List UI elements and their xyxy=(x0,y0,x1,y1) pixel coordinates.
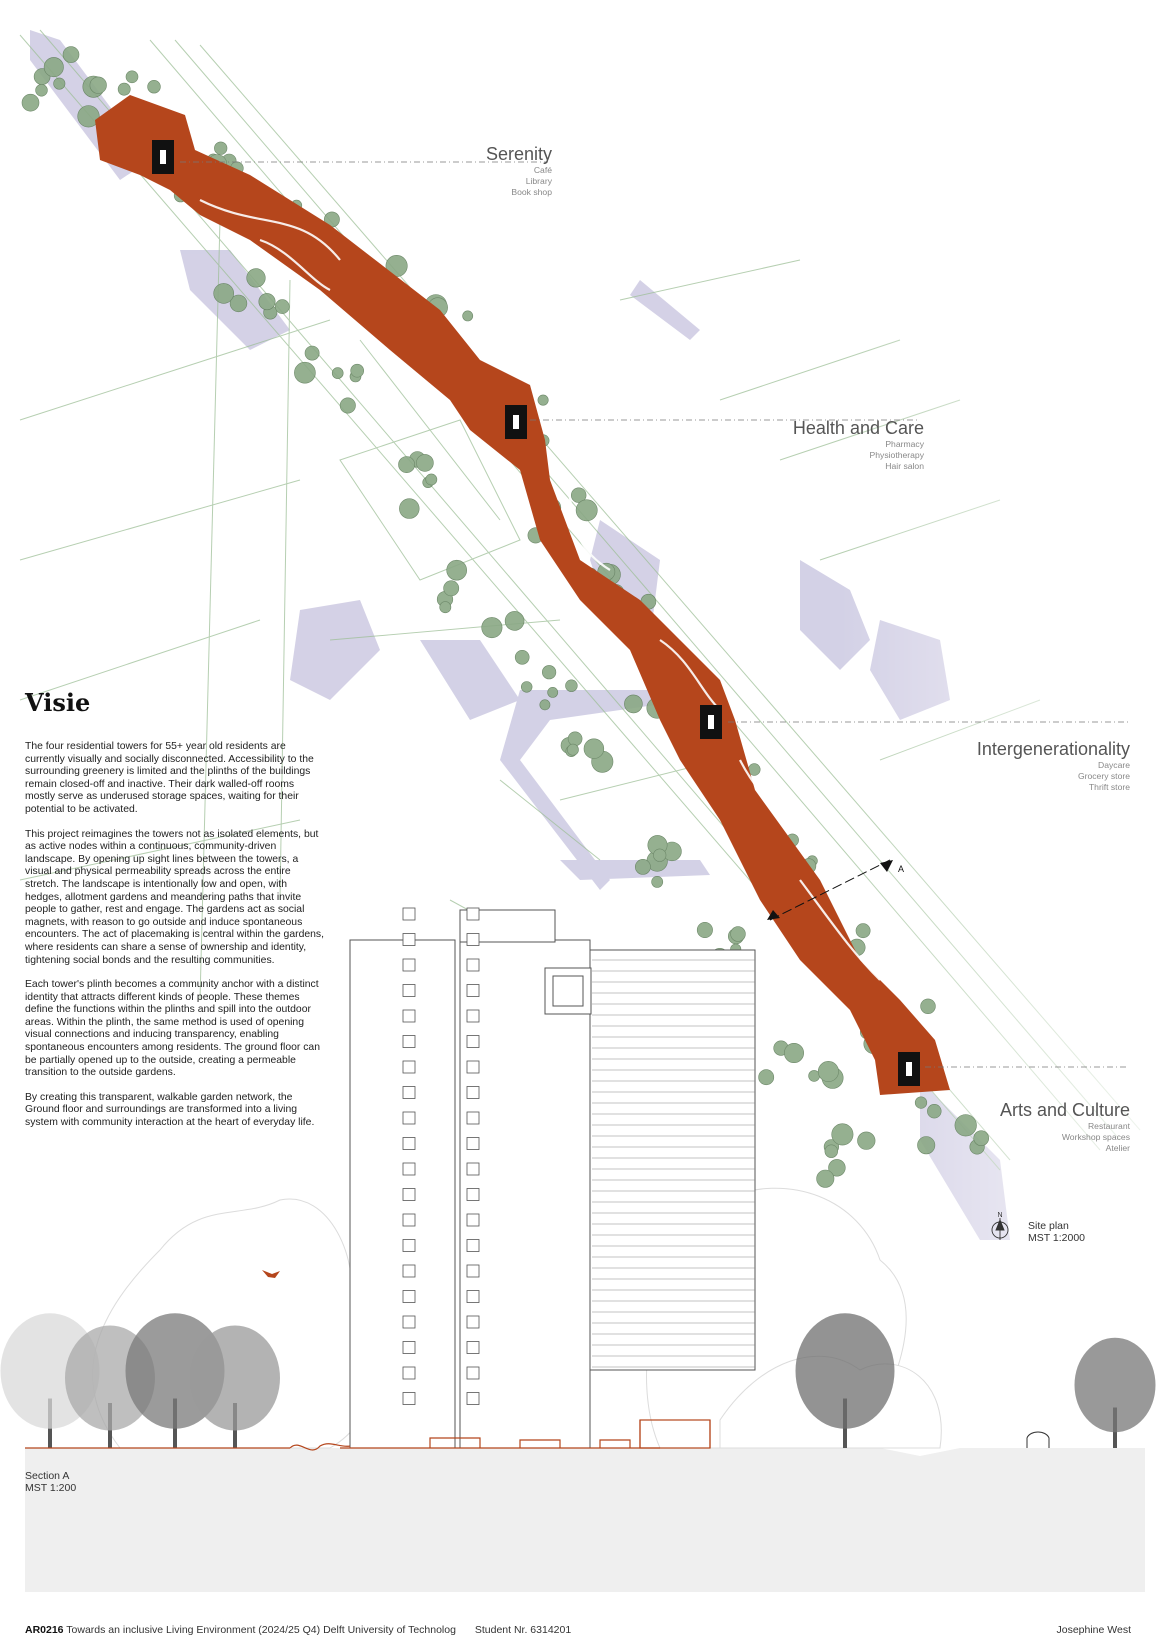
tree-canopy xyxy=(538,395,548,405)
tree-canopy xyxy=(426,474,437,485)
tree-canopy xyxy=(294,362,315,383)
zone-serenity: Serenity Café Library Book shop xyxy=(485,144,552,197)
tower-window xyxy=(403,1265,415,1277)
tree-canopy xyxy=(635,859,650,874)
tree-canopy xyxy=(275,300,289,314)
tower-window xyxy=(467,1316,479,1328)
footer xyxy=(25,1624,571,1636)
section-marker-a: A xyxy=(898,864,905,874)
tree-canopy xyxy=(340,398,355,413)
tree-canopy xyxy=(440,602,451,613)
tree-canopy xyxy=(576,500,597,521)
section-tree xyxy=(1075,1338,1156,1448)
tower-window xyxy=(403,908,415,920)
tree-canopy xyxy=(36,84,48,96)
bus-shelter xyxy=(1027,1432,1049,1448)
tree-canopy xyxy=(624,695,642,713)
tower-window xyxy=(467,934,479,946)
tower-window xyxy=(467,1240,479,1252)
tree-canopy xyxy=(90,77,107,94)
tree-canopy xyxy=(305,346,319,360)
tree-canopy xyxy=(22,94,39,111)
tower-window xyxy=(467,1112,479,1124)
tower-window xyxy=(467,1010,479,1022)
tower-window xyxy=(403,1367,415,1379)
north-label: N xyxy=(997,1212,1003,1219)
tower-window xyxy=(403,1291,415,1303)
tree-canopy xyxy=(351,364,364,377)
tree-canopy xyxy=(54,78,65,89)
tree-canopy xyxy=(214,142,227,155)
tree-canopy xyxy=(247,269,266,288)
tower-window xyxy=(403,985,415,997)
vision-title: Visie xyxy=(25,688,91,717)
tower-window xyxy=(467,1367,479,1379)
course-code: AR0216 xyxy=(25,1624,64,1636)
zone-health-and-care: Health and Care Pharmacy Physiotherapy Hair salon xyxy=(792,418,924,471)
tower-window xyxy=(467,1291,479,1303)
tree-canopy xyxy=(118,83,130,95)
tower-window xyxy=(403,1138,415,1150)
tree-canopy xyxy=(214,283,234,303)
tower-window xyxy=(467,1265,479,1277)
tower-window xyxy=(467,1342,479,1354)
zone-intergenerationality: Intergenerationality Daycare Grocery store Thrift store xyxy=(976,739,1130,792)
tower-window xyxy=(467,959,479,971)
tower-window xyxy=(403,1393,415,1405)
tree-canopy xyxy=(652,876,663,887)
tree-canopy xyxy=(505,611,524,630)
vision-paragraph-4: By creating this transparent, walkable garden network, the Ground floor and surroundings are transformed into a living system with community interaction at the heart of everyday life. xyxy=(25,1091,315,1129)
tower-window xyxy=(467,1061,479,1073)
tree-canopy xyxy=(540,700,550,710)
section-caption: Section A MST 1:200 xyxy=(25,1470,77,1494)
tree-canopy xyxy=(568,732,582,746)
tower-window xyxy=(467,1036,479,1048)
tower-window xyxy=(467,908,479,920)
tower-window xyxy=(403,959,415,971)
tree-canopy xyxy=(148,80,161,93)
tree-canopy xyxy=(399,499,419,519)
tower-window xyxy=(467,1163,479,1175)
tree-canopy xyxy=(399,457,415,473)
tree-canopy xyxy=(521,682,532,693)
student-number: Student Nr. 6314201 xyxy=(474,1624,572,1636)
author-name: Josephine West xyxy=(1056,1624,1131,1636)
zone-arts-and-culture: Arts and Culture Restaurant Workshop spaces Atelier xyxy=(999,1100,1130,1153)
tree-canopy xyxy=(515,650,529,664)
tower-window xyxy=(467,985,479,997)
site-plan-caption: Site plan MST 1:2000 xyxy=(1028,1220,1086,1244)
tree-canopy xyxy=(63,47,79,63)
tower-window xyxy=(403,1214,415,1226)
tower-window xyxy=(403,1240,415,1252)
vision-paragraph-1: The four residential towers for 55+ year old residents are currently visually and socially disconnected. Accessibility to the surrounding greenery is limited and the plinths of the buildings remain closed-off and inactive. Their dark walled-off rooms mostly serve as underused storage spaces, waiting for their potential to be activated. xyxy=(25,741,314,815)
tree-canopy xyxy=(542,665,556,679)
tower-window xyxy=(403,1112,415,1124)
tower-window xyxy=(403,1061,415,1073)
tower-window xyxy=(403,1342,415,1354)
course-name: Towards an inclusive Living Environment (2024/25 Q4) Delft University of Technolog xyxy=(66,1624,456,1636)
vision-paragraph-3: Each tower's plinth becomes a community anchor with a distinct identity that attracts different kinds of people. These themes define the functions within the plinths and spill into the outdoor areas. Within the plinth, the same method is used of opening visual connections and inducing transparency, enabling spontaneous encounters among residents. The ground floor can be partially opened up to the outside, creating a permeable transition to the outside gardens. xyxy=(25,979,320,1079)
tower-window xyxy=(403,1087,415,1099)
tower-window xyxy=(403,1316,415,1328)
tower-window xyxy=(467,1393,479,1405)
tree-canopy xyxy=(126,71,138,83)
tree-canopy xyxy=(653,849,666,862)
tower-window xyxy=(467,1087,479,1099)
tower-window xyxy=(403,1163,415,1175)
tree-canopy xyxy=(259,293,275,309)
tree-canopy xyxy=(44,57,63,76)
vision-paragraph-2: This project reimagines the towers not as isolated elements, but as active nodes within a continuous, community-driven landscape. By opening up sight lines between the towers, a visual and physical permeability spreads across the entire stretch. The landscape is intentionally low and open, with hedges, allotment gardens and meandering paths that invite people to gather, rest and engage. The gardens act as social magnets, with reason to go outside and induce spontaneous encounters. The act of placemaking is central within the gardens, where residents can share a sense of ownership and identity, tightening social bonds and the resulting communities. xyxy=(25,828,324,966)
tower-window xyxy=(403,934,415,946)
tree-canopy xyxy=(416,454,433,471)
tree-canopy xyxy=(444,581,459,596)
tower-window xyxy=(403,1189,415,1201)
tower-window xyxy=(467,1189,479,1201)
tower-window xyxy=(403,1010,415,1022)
vision-text xyxy=(25,741,325,1142)
tree-canopy xyxy=(463,311,473,321)
tree-canopy xyxy=(482,617,502,637)
tree-canopy xyxy=(447,560,467,580)
tower-window xyxy=(467,1214,479,1226)
tower-window xyxy=(403,1036,415,1048)
tree-canopy xyxy=(566,680,578,692)
tower-window xyxy=(467,1138,479,1150)
tree-canopy xyxy=(567,744,578,755)
tree-canopy xyxy=(332,368,343,379)
tree-canopy xyxy=(548,687,558,697)
tree-canopy xyxy=(584,739,604,759)
ground-band xyxy=(25,1448,1145,1592)
